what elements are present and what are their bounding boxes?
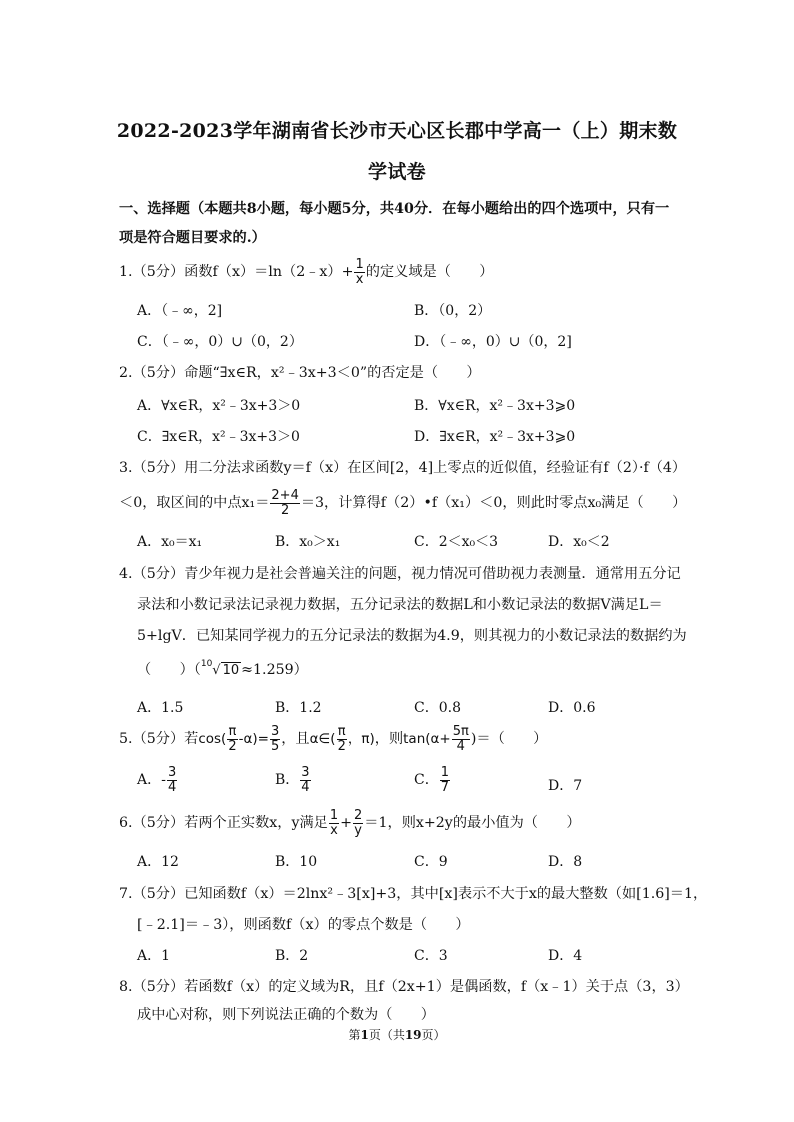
fraction: $\frac{2}{y}$ (354, 808, 363, 838)
question-7-stem-line1: 7.（5分）已知函数f（x）＝2lnx²﹣3[x]+3，其中[x]表示不大于x的最大整数（如[1.6]＝1， (119, 886, 708, 902)
question-2-stem: 2.（5分）命题“∃x∈R，x²﹣3x+3＜0”的否定是（ ） (119, 365, 481, 381)
question-5-option-b: B． $\frac{3}{4}$ (275, 765, 310, 795)
question-1-option-c: C．（﹣∞，0）∪（0，2） (137, 334, 303, 350)
question-number: 2. (119, 365, 133, 381)
question-2-option-d: D．∃x∈R，x²﹣3x+3⩾0 (414, 429, 576, 445)
question-1-stem: 1.（5分）函数f（x）＝ln（2﹣x）+ $\frac{1}{x}$ 的定义域是（ ） (119, 257, 494, 287)
question-number: 7. (119, 886, 133, 902)
question-4-stem-line4: （ ）（$^{10}$√ 10 ≈1.259） (137, 659, 308, 678)
question-7-option-b: B．2 (275, 948, 309, 964)
question-7-option-a: A．1 (137, 948, 171, 964)
question-4-stem-line1: 4.（5分）青少年视力是社会普遍关注的问题，视力情况可借助视力表测量．通常用五分记 (119, 566, 681, 582)
fraction: $\frac{3}{5}$ (270, 724, 280, 754)
question-2-option-b: B．∀x∈R，x²﹣3x+3⩾0 (414, 398, 576, 414)
question-number: 4. (119, 566, 133, 582)
page-total: 19 (404, 1028, 422, 1042)
question-3-option-c: C．2＜x₀＜3 (414, 534, 499, 550)
question-8-stem-line1: 8.（5分）若函数f（x）的定义域为R，且f（2x+1）是偶函数，f（x﹣1）关于点（3，3） (119, 979, 689, 995)
page-footer: 第1页（共19页） (348, 1028, 446, 1042)
fraction: $\frac{1}{x}$ (355, 257, 364, 287)
question-3-option-d: D．x₀＜2 (548, 534, 610, 550)
fraction: $\frac{\pi}{2}$ (337, 724, 346, 754)
section-heading-line1: 一、选择题（本题共8小题，每小题5分，共40分．在每小题给出的四个选项中，只有一 (119, 201, 670, 217)
fraction: $\frac{5\pi}{4}$ (452, 724, 469, 754)
tenth-root: $^{10}$√ 10 (200, 659, 240, 678)
question-8-stem-line2: 成中心对称，则下列说法正确的个数为（ ） (137, 1007, 435, 1023)
question-1-option-a: A．（﹣∞，2] (137, 303, 223, 319)
question-7-option-c: C．3 (414, 948, 448, 964)
question-number: 8. (119, 979, 133, 995)
question-5-option-a: A．- $\frac{3}{4}$ (137, 765, 177, 795)
question-2-option-a: A．∀x∈R，x²﹣3x+3＞0 (137, 398, 301, 414)
question-number: 6. (119, 815, 133, 832)
question-6-option-c: C．9 (414, 854, 448, 870)
fraction: $\frac{1}{x}$ (329, 808, 339, 838)
question-5-stem: 5.（5分）若cos( $\frac{\pi}{2}$ -α)= $\frac{3}{5}$ ，且α∈( $\frac{\pi}{2}$ ，π)，则tan(α+ $\frac{5\pi}{4}$ )＝（ ） (119, 724, 548, 754)
question-7-option-d: D．4 (548, 948, 583, 964)
question-4-option-a: A．1.5 (137, 700, 184, 716)
question-6-option-a: A．12 (137, 854, 179, 870)
question-number: 5. (119, 731, 133, 748)
question-1-option-d: D．（﹣∞，0）∪（0，2] (414, 334, 572, 350)
question-2-option-c: C．∃x∈R，x²﹣3x+3＞0 (137, 429, 300, 445)
fraction: $\frac{\pi}{2}$ (228, 724, 237, 754)
question-number: 1. (119, 264, 133, 281)
question-4-option-c: C．0.8 (414, 700, 461, 716)
question-4-stem-line2: 录法和小数记录法记录视力数据，五分记录法的数据L和小数记录法的数据V满足L＝ (137, 597, 663, 613)
question-6-stem: 6.（5分）若两个正实数x，y满足 $\frac{1}{x}$ + $\frac{2}{y}$ ＝1，则x+2y的最小值为（ ） (119, 808, 581, 838)
exam-title-line1: 2022-2023学年湖南省长沙市天心区长郡中学高一（上）期末数 (116, 120, 678, 142)
exam-title-line2: 学试卷 (368, 161, 426, 183)
question-6-option-d: D．8 (548, 854, 583, 870)
question-6-option-b: B．10 (275, 854, 318, 870)
question-5-option-d: D．7 (548, 778, 583, 794)
question-3-option-b: B．x₀＞x₁ (275, 534, 341, 550)
question-4-stem-line3: 5+lgV．已知某同学视力的五分记录法的数据为4.9，则其视力的小数记录法的数据约为 (137, 628, 687, 644)
question-3-option-a: A．x₀＝x₁ (137, 534, 203, 550)
page-number: 1 (360, 1028, 369, 1042)
question-3-stem-line2: ＜0，取区间的中点x₁＝ $\frac{2+4}{2}$ ＝3，计算得f（2）•f（x₁）＜0，则此时零点x₀满足（ ） (119, 488, 687, 518)
question-7-stem-line2: [﹣2.1]＝﹣3），则函数f（x）的零点个数是（ ） (137, 917, 470, 933)
question-1-option-b: B．（0，2） (414, 303, 492, 319)
fraction: $\frac{2+4}{2}$ (271, 488, 299, 518)
question-5-option-c: C． $\frac{1}{7}$ (414, 765, 449, 795)
question-number: 3. (119, 460, 133, 476)
section-heading-line2: 项是符合题目要求的.） (119, 230, 266, 246)
question-4-option-b: B．1.2 (275, 700, 322, 716)
question-4-option-d: D．0.6 (548, 700, 596, 716)
question-3-stem-line1: 3.（5分）用二分法求函数y＝f（x）在区间[2，4]上零点的近似值，经验证有f（2）·f（4） (119, 460, 687, 476)
